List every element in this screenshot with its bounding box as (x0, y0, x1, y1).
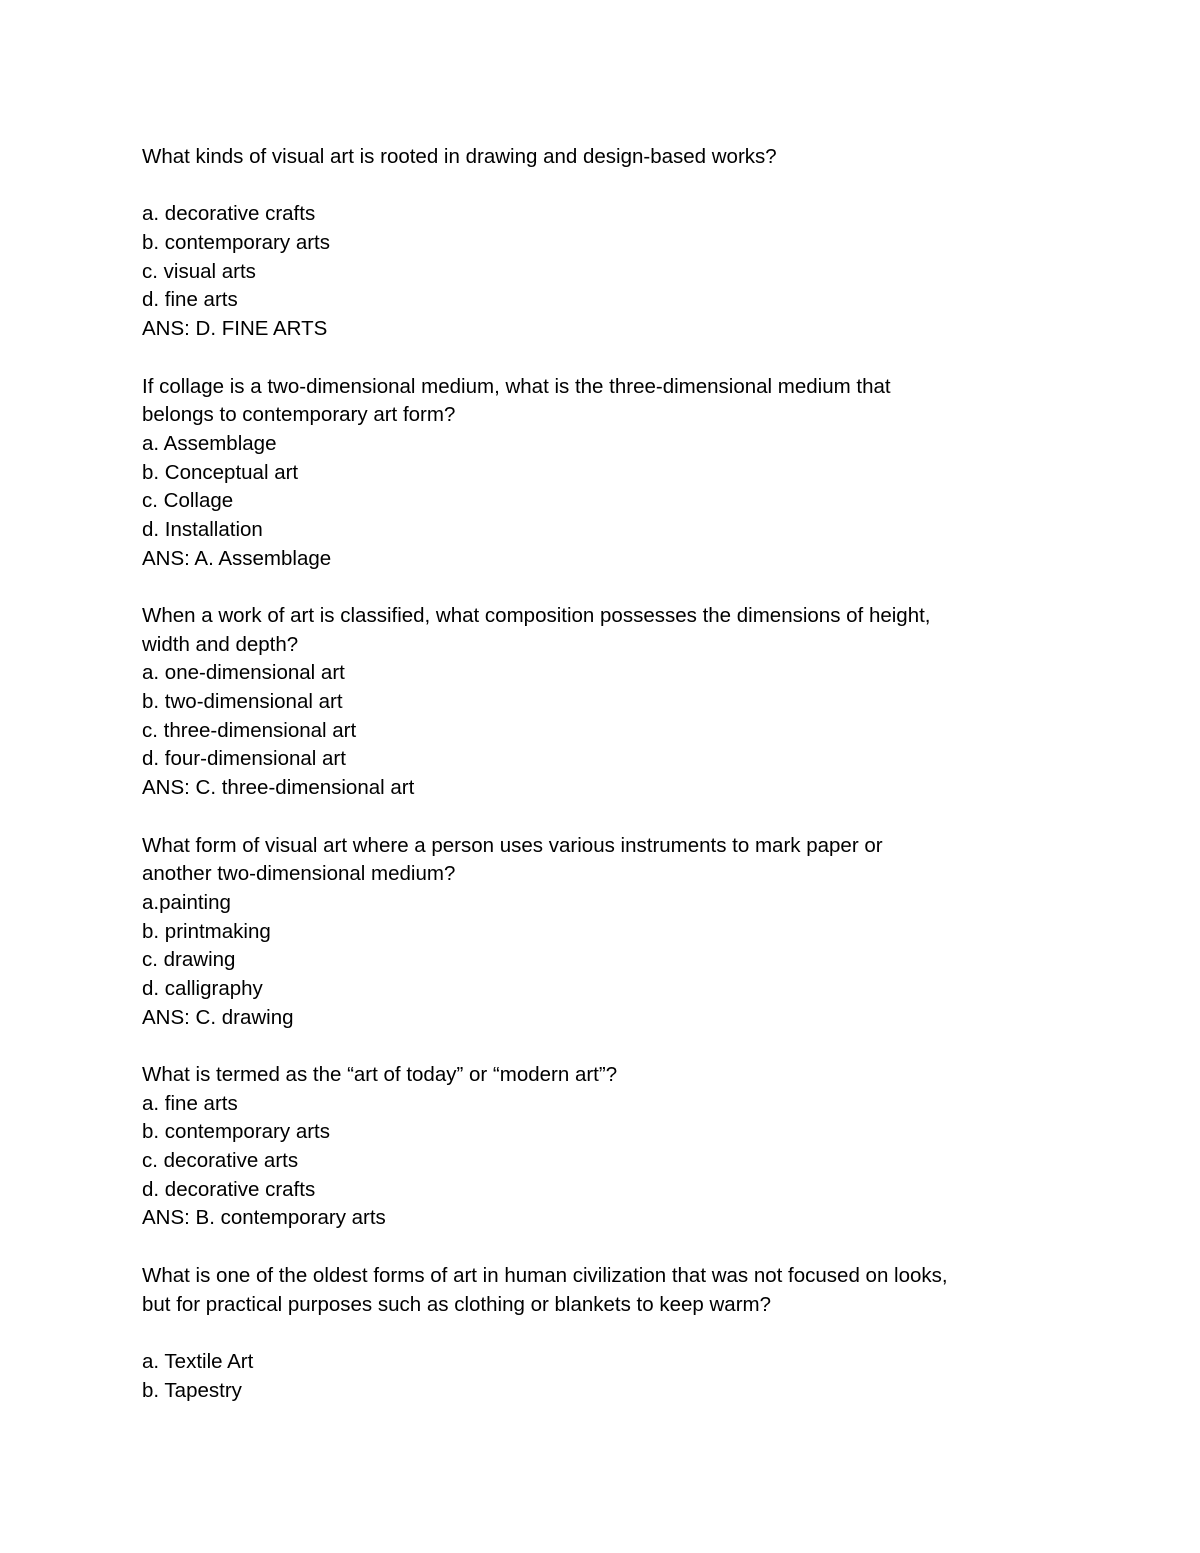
answer-option: b. contemporary arts (142, 1120, 330, 1144)
answer-key: ANS: D. FINE ARTS (142, 317, 328, 341)
answer-option: d. decorative crafts (142, 1177, 316, 1201)
answer-option: c. three-dimensional art (142, 718, 357, 742)
answer-key: ANS: B. contemporary arts (142, 1206, 386, 1230)
question-text: width and depth? (142, 632, 299, 656)
question-block-1 (142, 143, 1042, 344)
question-text: What is one of the oldest forms of art in human civilization that was not focused on looks, (142, 1263, 948, 1287)
answer-option: c. decorative arts (142, 1149, 299, 1173)
answer-option: a. decorative crafts (142, 202, 316, 226)
answer-option: d. calligraphy (142, 976, 263, 1000)
answer-option: a. fine arts (142, 1091, 238, 1115)
answer-option: a. one-dimensional art (142, 661, 345, 685)
answer-option: b. Conceptual art (142, 460, 299, 484)
answer-option: c. Collage (142, 489, 234, 513)
answer-option: c. visual arts (142, 259, 256, 283)
answer-option: d. four-dimensional art (142, 747, 346, 771)
blank-line (142, 1032, 1042, 1061)
blank-line (142, 803, 1042, 832)
blank-line (142, 573, 1042, 602)
question-text: When a work of art is classified, what composition possesses the dimensions of height, (142, 604, 931, 627)
question-text: If collage is a two-dimensional medium, what is the three-dimensional medium that (142, 374, 891, 398)
question-text: but for practical purposes such as clothing or blankets to keep warm? (142, 1292, 771, 1316)
answer-key: ANS: A. Assemblage (142, 546, 332, 570)
answer-key: ANS: C. three-dimensional art (142, 776, 415, 800)
answer-option: b. printmaking (142, 919, 271, 943)
answer-option: d. Installation (142, 517, 263, 541)
answer-option: a. Assemblage (142, 431, 277, 455)
question-block-5 (142, 1061, 1042, 1233)
question-text: What kinds of visual art is rooted in drawing and design-based works? (142, 145, 777, 168)
question-block-6 (142, 1262, 1042, 1405)
answer-option: b. two-dimensional art (142, 690, 343, 714)
answer-option: b. Tapestry (142, 1378, 242, 1402)
answer-option: a. Textile Art (142, 1349, 254, 1373)
question-block-4 (142, 832, 1042, 1033)
blank-line (142, 344, 1042, 373)
question-text: belongs to contemporary art form? (142, 403, 456, 427)
answer-option: c. drawing (142, 948, 236, 972)
answer-option: d. fine arts (142, 288, 238, 312)
question-block-2 (142, 373, 1042, 574)
answer-option: b. contemporary arts (142, 231, 330, 255)
blank-line (142, 1233, 1042, 1262)
question-block-3 (142, 602, 1042, 803)
blank-line (142, 172, 1042, 201)
blank-line (142, 1319, 1042, 1348)
question-text: What form of visual art where a person uses various instruments to mark paper or (142, 833, 883, 857)
document-page (142, 143, 1042, 1405)
answer-key: ANS: C. drawing (142, 1005, 294, 1029)
answer-option: a.painting (142, 890, 231, 914)
question-text: What is termed as the “art of today” or “modern art”? (142, 1063, 618, 1086)
question-text: another two-dimensional medium? (142, 862, 456, 886)
